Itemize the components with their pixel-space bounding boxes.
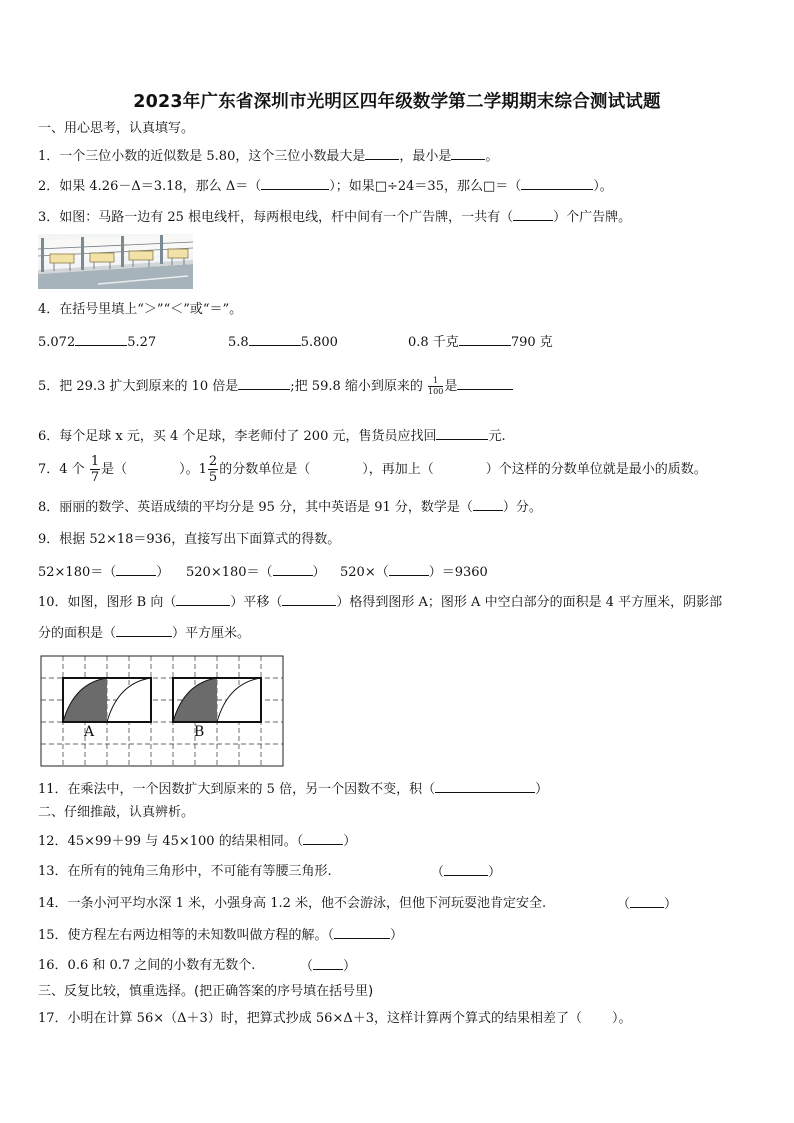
question-16-answer: （ ） xyxy=(300,959,357,974)
question-13: 13．在所有的钝角三角形中，不可能有等腰三角形. xyxy=(38,864,332,879)
answer-blank[interactable] xyxy=(513,208,553,221)
answer-blank[interactable] xyxy=(238,377,290,390)
label-a: A xyxy=(84,724,95,740)
question-11: 11．在乘法中，一个因数扩大到原来的 5 倍，另一个因数不变，积（ ） xyxy=(38,782,549,797)
question-16: 16．0.6 和 0.7 之间的小数有无数个. xyxy=(38,958,256,973)
answer-blank[interactable] xyxy=(310,461,362,473)
question-4: 4．在括号里填上“＞”“＜”或“＝”。 xyxy=(38,302,243,317)
answer-blank[interactable] xyxy=(389,563,429,576)
answer-blank[interactable] xyxy=(273,563,313,576)
question-15: 15．使方程左右两边相等的未知数叫做方程的解。（ ） xyxy=(38,928,404,943)
question-13-answer: （ ） xyxy=(431,865,502,880)
page-title: 2023年广东省深圳市光明区四年级数学第二学期期末综合测试试题 xyxy=(133,92,661,112)
answer-blank[interactable] xyxy=(521,177,593,190)
answer-blank[interactable] xyxy=(435,780,535,793)
section-heading-2: 二、仔细推敲，认真辨析。 xyxy=(38,805,195,820)
answer-blank[interactable] xyxy=(630,895,664,908)
question-6: 6．每个足球 x 元，买 4 个足球，李老师付了 200 元，售货员应找回 元. xyxy=(38,429,506,444)
answer-blank[interactable] xyxy=(116,624,172,637)
answer-blank[interactable] xyxy=(444,863,488,876)
answer-blank[interactable] xyxy=(261,177,329,190)
question-1: 1．一个三位小数的近似数是 5.80，这个三位小数最大是 ，最小是 。 xyxy=(38,149,499,164)
question-5: 5．把 29.3 扩大到原来的 10 倍是 ;把 59.8 缩小到原来的 $\frac{1}{100}$ 是 xyxy=(38,375,513,399)
answer-blank[interactable] xyxy=(282,593,336,606)
fraction-one-seventh: $\frac{1}{7}$ xyxy=(90,454,100,485)
question-8: 8．丽丽的数学、英语成绩的平均分是 95 分，其中英语是 91 分，数学是（ ）分。 xyxy=(38,500,542,515)
expression-3: 520×（ ）＝9360 xyxy=(340,565,488,580)
question-14-answer: （ ） xyxy=(617,897,678,912)
fraction-one-hundredth: $\frac{1}{100}$ xyxy=(428,376,444,396)
answer-blank[interactable] xyxy=(249,333,301,346)
answer-blank[interactable] xyxy=(334,926,390,939)
section-heading-3: 三、反复比较，慎重选择。(把正确答案的序号填在括号里) xyxy=(38,984,374,999)
compare-item-3: 0.8 千克 790 克 xyxy=(408,335,553,350)
street-illustration xyxy=(38,234,193,289)
answer-blank[interactable] xyxy=(75,333,127,346)
question-3: 3．如图：马路一边有 25 根电线杆，每两根电线，杆中间有一个广告牌，一共有（ ）个广告牌。 xyxy=(38,210,632,225)
answer-blank[interactable] xyxy=(457,377,513,390)
compare-item-2: 5.8 5.800 xyxy=(228,335,338,350)
figure-a xyxy=(63,678,151,722)
question-10-line-1: 10．如图，图形 B 向（ ）平移（ ）格得到图形 A；图形 A 中空白部分的面积是 4 平方厘米，阴影部 xyxy=(38,595,723,610)
question-9: 9．根据 52×18＝936，直接写出下面算式的得数。 xyxy=(38,532,341,547)
answer-blank[interactable] xyxy=(434,461,486,473)
answer-blank[interactable] xyxy=(451,147,485,160)
answer-blank[interactable] xyxy=(303,832,343,845)
answer-blank[interactable] xyxy=(365,147,399,160)
translation-grid-figure xyxy=(40,655,285,767)
expression-2: 520×180＝（ ） xyxy=(186,565,326,580)
answer-blank[interactable] xyxy=(459,333,511,346)
question-7: 7．4 个 $\frac{1}{7}$ 是（ ）。1 $\frac{2}{5}$ 的分数单位是（ ），再加上（ ）个这样的分数单位就是最小的质数。 xyxy=(38,454,707,485)
question-14: 14．一条小河平均水深 1 米，小强身高 1.2 米，他不会游泳，但他下河玩耍池肯定安全. xyxy=(38,896,547,911)
fraction-two-fifths: $\frac{2}{5}$ xyxy=(208,454,218,485)
answer-blank[interactable] xyxy=(582,1010,612,1022)
question-10-line-2: 分的面积是（ ）平方厘米。 xyxy=(38,626,251,641)
answer-blank[interactable] xyxy=(436,427,488,440)
compare-item-1: 5.072 5.27 xyxy=(38,335,157,350)
question-2: 2．如果 4.26－Δ＝3.18，那么 Δ＝（ ）；如果□÷24＝35，那么□＝（ ）。 xyxy=(38,179,613,194)
section-heading-1: 一、用心思考，认真填写。 xyxy=(38,121,195,136)
label-b: B xyxy=(194,724,205,740)
question-12: 12．45×99＋99 与 45×100 的结果相同。（ ） xyxy=(38,834,357,849)
answer-blank[interactable] xyxy=(473,498,503,511)
expression-1: 52×180＝（ ） xyxy=(38,565,170,580)
question-17: 17．小明在计算 56×（Δ＋3）时，把算式抄成 56×Δ＋3，这样计算两个算式的结果相差了（ ）。 xyxy=(38,1011,632,1026)
answer-blank[interactable] xyxy=(176,593,230,606)
answer-blank[interactable] xyxy=(127,461,179,473)
answer-blank[interactable] xyxy=(313,957,343,970)
answer-blank[interactable] xyxy=(116,563,156,576)
